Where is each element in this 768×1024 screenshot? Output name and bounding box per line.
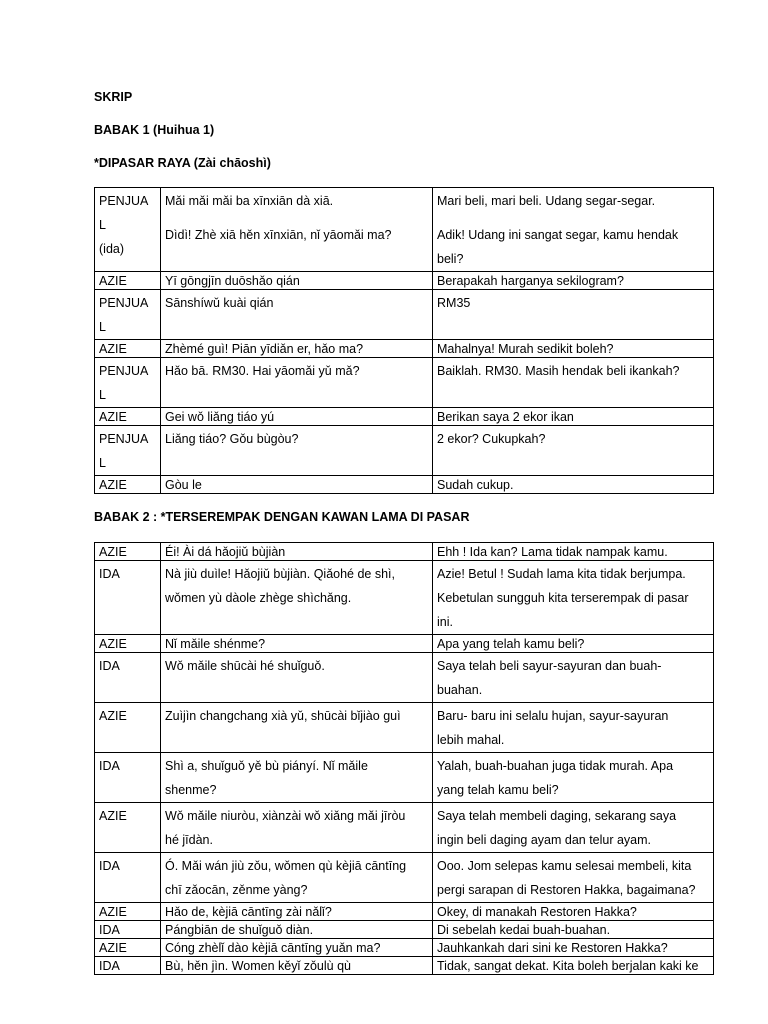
malay-line-text [437,213,710,223]
speaker-text: L [99,388,106,402]
dialogue-row [95,476,714,494]
speaker-text: AZIE [99,410,127,424]
speaker-text: AZIE [99,709,127,723]
speaker-cell [95,753,161,803]
speaker-cell [95,426,161,476]
malay-line-cell [433,476,714,494]
malay-line-text: Tidak, sangat dekat. Kita boleh berjalan kaki ke [437,959,699,973]
chinese-line-cell [161,272,433,290]
speaker-cell [95,561,161,635]
dialogue-row [95,408,714,426]
malay-line-text: Okey, di manakah Restoren Hakka? [437,905,637,919]
chinese-line-text: Hǎo bā. RM30. Hai yāomǎi yǔ mǎ? [165,364,360,378]
malay-line-cell [433,853,714,903]
malay-line-text: Adik! Udang ini sangat segar, kamu hendak [437,228,679,242]
malay-line-text: pergi sarapan di Restoren Hakka, bagaimana? [437,883,696,897]
speaker-cell [95,903,161,921]
malay-line-text: Saya telah beli sayur-sayuran dan buah- [437,659,662,673]
speaker-cell [95,408,161,426]
chinese-line-cell [161,290,433,340]
document-title: SKRIP [94,90,133,104]
dialogue-row [95,903,714,921]
scene-1-setting: *DIPASAR RAYA (Zài chāoshì) [94,156,271,170]
malay-line-text: Baiklah. RM30. Masih hendak beli ikankah? [437,364,680,378]
malay-line-cell [433,803,714,853]
malay-line-cell [433,703,714,753]
speaker-cell [95,921,161,939]
malay-line-text: Azie! Betul ! Sudah lama kita tidak berjumpa. [437,567,686,581]
malay-line-cell [433,939,714,957]
malay-line-text: Saya telah membeli daging, sekarang saya [437,809,677,823]
chinese-line-text: Wǒ mǎile shūcài hé shuǐguǒ. [165,659,325,673]
malay-line-text: Ehh ! Ida kan? Lama tidak nampak kamu. [437,545,668,559]
speaker-text: AZIE [99,478,127,492]
dialogue-row [95,635,714,653]
chinese-line-cell [161,358,433,408]
speaker-text: PENJUA [99,194,149,208]
dialogue-row [95,753,714,803]
malay-line-text: Mahalnya! Murah sedikit boleh? [437,342,614,356]
chinese-line-text: Gòu le [165,478,202,492]
chinese-line-text: Liǎng tiáo? Gǒu bùgòu? [165,432,299,446]
chinese-line-text: Gei wǒ liǎng tiáo yú [165,410,275,424]
speaker-text: AZIE [99,905,127,919]
speaker-cell [95,939,161,957]
malay-line-text: Di sebelah kedai buah-buahan. [437,923,611,937]
speaker-text: AZIE [99,274,127,288]
malay-line-cell [433,358,714,408]
speaker-text: PENJUA [99,432,149,446]
speaker-cell [95,853,161,903]
speaker-text: AZIE [99,809,127,823]
malay-line-text: Jauhkankah dari sini ke Restoren Hakka? [437,941,668,955]
speaker-cell [95,188,161,272]
chinese-line-text: wǒmen yù dàole zhège shìchǎng. [165,591,352,605]
chinese-line-cell [161,408,433,426]
malay-line-cell [433,290,714,340]
scene-2-heading: BABAK 2 : *TERSEREMPAK DENGAN KAWAN LAMA DI PASAR [94,510,470,524]
malay-line-text: Baru- baru ini selalu hujan, sayur-sayuran [437,709,669,723]
speaker-cell [95,957,161,975]
speaker-text: IDA [99,959,120,973]
speaker-text: L [99,218,106,232]
scene-2-dialogue-table [94,542,714,975]
chinese-line-cell [161,543,433,561]
speaker-text: AZIE [99,545,127,559]
scene-1-heading: BABAK 1 (Huihua 1) [94,123,215,137]
dialogue-row [95,703,714,753]
speaker-cell [95,340,161,358]
chinese-line-text: shenme? [165,783,217,797]
chinese-line-text: Mǎi mǎi mǎi ba xīnxiān dà xiā. [165,194,334,208]
speaker-text: L [99,456,106,470]
chinese-line-text: hé jīdàn. [165,833,213,847]
malay-line-cell [433,543,714,561]
chinese-line-text: Sānshíwǔ kuài qián [165,296,274,310]
malay-line-text: Apa yang telah kamu beli? [437,637,585,651]
chinese-line-cell [161,340,433,358]
dialogue-row [95,803,714,853]
malay-line-text: beli? [437,252,464,266]
dialogue-row [95,957,714,975]
malay-line-text: Kebetulan sungguh kita terserempak di pasar [437,591,689,605]
speaker-cell [95,703,161,753]
scene-1-dialogue-table [94,187,714,494]
chinese-line-text: Yī gōngjīn duōshǎo qián [165,274,300,288]
speaker-cell [95,635,161,653]
chinese-line-text: Zhèmé guì! Piān yīdiǎn er, hǎo ma? [165,342,364,356]
malay-line-cell [433,653,714,703]
malay-line-cell [433,340,714,358]
malay-line-text: yang telah kamu beli? [437,783,559,797]
chinese-line-cell [161,476,433,494]
chinese-line-cell [161,753,433,803]
dialogue-row [95,653,714,703]
dialogue-row [95,561,714,635]
chinese-line-cell [161,939,433,957]
chinese-line-text: Nǐ mǎile shénme? [165,637,266,651]
dialogue-row [95,543,714,561]
malay-line-text: ini. [437,615,453,629]
speaker-cell [95,290,161,340]
malay-line-text: Berikan saya 2 ekor ikan [437,410,574,424]
speaker-text: PENJUA [99,364,149,378]
dialogue-row [95,426,714,476]
speaker-cell [95,358,161,408]
speaker-text: AZIE [99,342,127,356]
chinese-line-cell [161,703,433,753]
chinese-line-text: chī zǎocān, zěnme yàng? [165,883,308,897]
chinese-line-cell [161,188,433,272]
malay-line-text: RM35 [437,296,471,310]
chinese-line-cell [161,921,433,939]
chinese-line-text: Nà jiù duìle! Hǎojiǔ bùjiàn. Qiǎohé de shì, [165,567,396,581]
speaker-cell [95,803,161,853]
chinese-line-text: Hǎo de, kèjiā cāntīng zài nǎlǐ? [165,905,332,919]
speaker-text: PENJUA [99,296,149,310]
chinese-line-text [165,213,429,223]
malay-line-text: Berapakah harganya sekilogram? [437,274,624,288]
chinese-line-cell [161,561,433,635]
speaker-text: L [99,320,106,334]
malay-line-text: lebih mahal. [437,733,505,747]
dialogue-row [95,340,714,358]
chinese-line-text: Zuìjìn changchang xià yǔ, shūcài bǐjiào guì [165,709,401,723]
speaker-cell [95,653,161,703]
speaker-text: (ida) [99,242,125,256]
dialogue-row [95,853,714,903]
malay-line-cell [433,188,714,272]
chinese-line-text: Dìdì! Zhè xiā hěn xīnxiān, nǐ yāomǎi ma? [165,228,392,242]
malay-line-cell [433,635,714,653]
malay-line-text: Sudah cukup. [437,478,514,492]
dialogue-row [95,921,714,939]
dialogue-row [95,290,714,340]
malay-line-cell [433,957,714,975]
chinese-line-cell [161,653,433,703]
speaker-cell [95,543,161,561]
chinese-line-cell [161,903,433,921]
dialogue-row [95,272,714,290]
speaker-text: IDA [99,759,120,773]
speaker-text: AZIE [99,941,127,955]
chinese-line-text: Cóng zhèlǐ dào kèjiā cāntīng yuǎn ma? [165,941,381,955]
dialogue-row [95,188,714,272]
malay-line-cell [433,903,714,921]
malay-line-cell [433,561,714,635]
chinese-line-text: Shì a, shuǐguǒ yě bù piányí. Nǐ mǎile [165,759,368,773]
chinese-line-cell [161,803,433,853]
malay-line-text: ingin beli daging ayam dan telur ayam. [437,833,652,847]
speaker-text: IDA [99,659,120,673]
malay-line-cell [433,426,714,476]
dialogue-row [95,358,714,408]
chinese-line-text: Wǒ mǎile niuròu, xiànzài wǒ xiǎng mǎi jīròu [165,809,406,823]
malay-line-text: Ooo. Jom selepas kamu selesai membeli, kita [437,859,692,873]
malay-line-cell [433,921,714,939]
malay-line-text: buahan. [437,683,483,697]
speaker-text: AZIE [99,637,127,651]
chinese-line-cell [161,957,433,975]
chinese-line-cell [161,426,433,476]
chinese-line-text: Bù, hěn jìn. Women kěyǐ zǒulù qù [165,959,351,973]
speaker-cell [95,272,161,290]
malay-line-cell [433,272,714,290]
malay-line-text: 2 ekor? Cukupkah? [437,432,546,446]
chinese-line-text: Ó. Mǎi wán jiù zǒu, wǒmen qù kèjiā cāntīng [165,859,407,873]
chinese-line-text: Éi! Ài dá hǎojiǔ bùjiàn [165,545,286,559]
malay-line-cell [433,408,714,426]
chinese-line-text: Pángbiān de shuǐguǒ diàn. [165,923,314,937]
malay-line-text: Mari beli, mari beli. Udang segar-segar. [437,194,656,208]
speaker-text: IDA [99,567,120,581]
chinese-line-cell [161,635,433,653]
malay-line-cell [433,753,714,803]
dialogue-row [95,939,714,957]
chinese-line-cell [161,853,433,903]
speaker-text: IDA [99,923,120,937]
malay-line-text: Yalah, buah-buahan juga tidak murah. Apa [437,759,674,773]
speaker-text: IDA [99,859,120,873]
speaker-cell [95,476,161,494]
